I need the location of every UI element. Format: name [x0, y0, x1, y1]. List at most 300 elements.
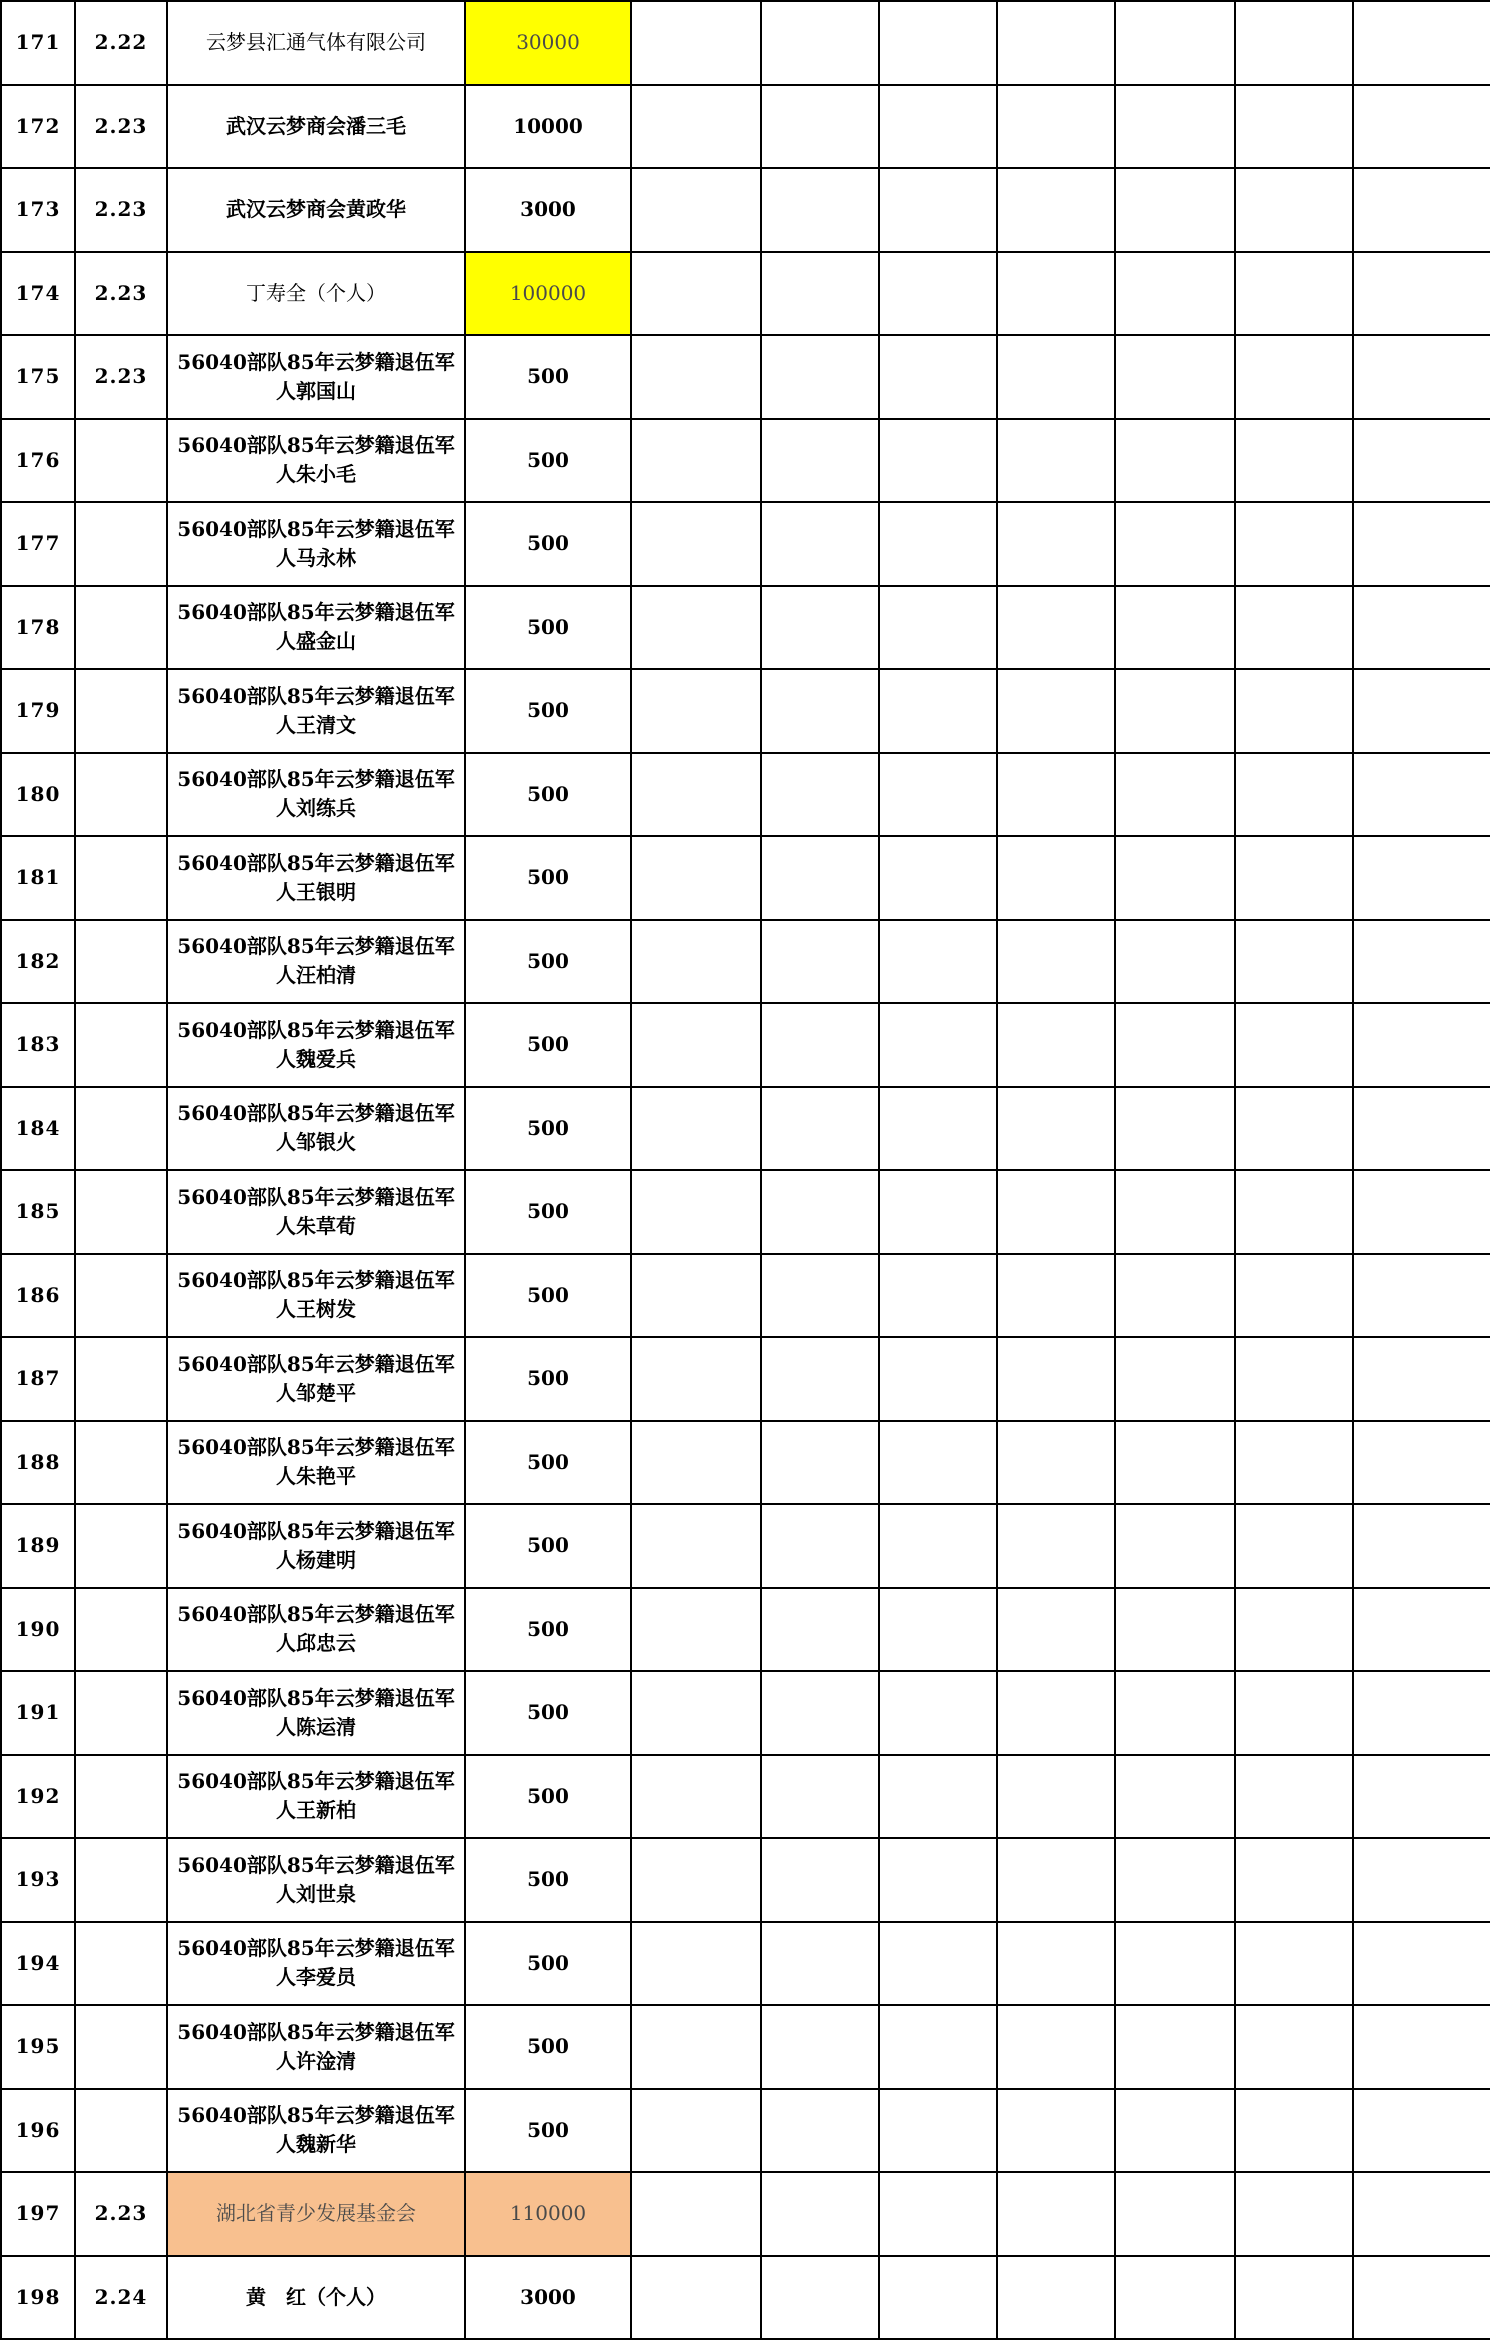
empty-cell[interactable]: [1235, 669, 1353, 753]
empty-cell[interactable]: [879, 1254, 997, 1338]
amount-cell[interactable]: 500: [465, 920, 631, 1004]
empty-cell[interactable]: [997, 753, 1115, 837]
empty-cell[interactable]: [1235, 1337, 1353, 1421]
empty-cell[interactable]: [1115, 1671, 1235, 1755]
empty-cell[interactable]: [1115, 419, 1235, 503]
amount-cell[interactable]: 500: [465, 836, 631, 920]
empty-cell[interactable]: [761, 2005, 879, 2089]
empty-cell[interactable]: [1235, 2172, 1353, 2256]
empty-cell[interactable]: [1235, 836, 1353, 920]
empty-cell[interactable]: [879, 1922, 997, 2006]
empty-cell[interactable]: [997, 1254, 1115, 1338]
amount-cell[interactable]: 500: [465, 1922, 631, 2006]
empty-cell[interactable]: [631, 1922, 761, 2006]
empty-cell[interactable]: [997, 1003, 1115, 1087]
amount-cell[interactable]: 500: [465, 1838, 631, 1922]
empty-cell[interactable]: [1235, 920, 1353, 1004]
empty-cell[interactable]: [879, 1170, 997, 1254]
empty-cell[interactable]: [879, 1838, 997, 1922]
empty-cell[interactable]: [1235, 1421, 1353, 1505]
donor-name-cell[interactable]: 56040部队85年云梦籍退伍军人许淦清: [167, 2005, 465, 2089]
empty-cell[interactable]: [1235, 1170, 1353, 1254]
empty-cell[interactable]: [997, 335, 1115, 419]
donor-name-cell[interactable]: 56040部队85年云梦籍退伍军人魏爱兵: [167, 1003, 465, 1087]
date-cell[interactable]: [75, 1588, 167, 1672]
empty-cell[interactable]: [1353, 669, 1490, 753]
empty-cell[interactable]: [1353, 1337, 1490, 1421]
empty-cell[interactable]: [879, 753, 997, 837]
amount-cell[interactable]: 110000: [465, 2172, 631, 2256]
empty-cell[interactable]: [761, 669, 879, 753]
empty-cell[interactable]: [879, 2256, 997, 2340]
empty-cell[interactable]: [879, 502, 997, 586]
empty-cell[interactable]: [1353, 1254, 1490, 1338]
empty-cell[interactable]: [761, 1170, 879, 1254]
empty-cell[interactable]: [997, 1671, 1115, 1755]
empty-cell[interactable]: [997, 2256, 1115, 2340]
empty-cell[interactable]: [879, 669, 997, 753]
empty-cell[interactable]: [1235, 2089, 1353, 2173]
empty-cell[interactable]: [1115, 1, 1235, 85]
date-cell[interactable]: [75, 1087, 167, 1171]
empty-cell[interactable]: [997, 502, 1115, 586]
amount-cell[interactable]: 30000: [465, 1, 631, 85]
empty-cell[interactable]: [1235, 419, 1353, 503]
row-number-cell[interactable]: 187: [1, 1337, 75, 1421]
empty-cell[interactable]: [1115, 920, 1235, 1004]
empty-cell[interactable]: [631, 2005, 761, 2089]
empty-cell[interactable]: [761, 753, 879, 837]
donor-name-cell[interactable]: 56040部队85年云梦籍退伍军人郭国山: [167, 335, 465, 419]
empty-cell[interactable]: [1353, 1504, 1490, 1588]
empty-cell[interactable]: [879, 586, 997, 670]
empty-cell[interactable]: [997, 669, 1115, 753]
empty-cell[interactable]: [631, 836, 761, 920]
amount-cell[interactable]: 500: [465, 1421, 631, 1505]
empty-cell[interactable]: [1353, 2089, 1490, 2173]
empty-cell[interactable]: [631, 1, 761, 85]
empty-cell[interactable]: [1115, 1337, 1235, 1421]
empty-cell[interactable]: [1353, 586, 1490, 670]
empty-cell[interactable]: [1353, 1588, 1490, 1672]
empty-cell[interactable]: [1353, 1087, 1490, 1171]
empty-cell[interactable]: [1115, 669, 1235, 753]
empty-cell[interactable]: [997, 1087, 1115, 1171]
row-number-cell[interactable]: 197: [1, 2172, 75, 2256]
date-cell[interactable]: 2.24: [75, 2256, 167, 2340]
donor-name-cell[interactable]: 56040部队85年云梦籍退伍军人陈运清: [167, 1671, 465, 1755]
row-number-cell[interactable]: 180: [1, 753, 75, 837]
date-cell[interactable]: [75, 753, 167, 837]
empty-cell[interactable]: [879, 1421, 997, 1505]
empty-cell[interactable]: [761, 1087, 879, 1171]
row-number-cell[interactable]: 185: [1, 1170, 75, 1254]
amount-cell[interactable]: 10000: [465, 85, 631, 169]
empty-cell[interactable]: [1115, 2089, 1235, 2173]
date-cell[interactable]: [75, 2005, 167, 2089]
row-number-cell[interactable]: 172: [1, 85, 75, 169]
donor-name-cell[interactable]: 56040部队85年云梦籍退伍军人朱艳平: [167, 1421, 465, 1505]
date-cell[interactable]: [75, 1504, 167, 1588]
empty-cell[interactable]: [761, 920, 879, 1004]
empty-cell[interactable]: [1115, 1087, 1235, 1171]
empty-cell[interactable]: [1235, 1588, 1353, 1672]
row-number-cell[interactable]: 183: [1, 1003, 75, 1087]
empty-cell[interactable]: [997, 1421, 1115, 1505]
date-cell[interactable]: [75, 1755, 167, 1839]
donor-name-cell[interactable]: 56040部队85年云梦籍退伍军人朱小毛: [167, 419, 465, 503]
empty-cell[interactable]: [997, 168, 1115, 252]
donor-name-cell[interactable]: 56040部队85年云梦籍退伍军人邹银火: [167, 1087, 465, 1171]
date-cell[interactable]: [75, 1421, 167, 1505]
empty-cell[interactable]: [761, 2256, 879, 2340]
empty-cell[interactable]: [879, 1003, 997, 1087]
empty-cell[interactable]: [1353, 1, 1490, 85]
row-number-cell[interactable]: 196: [1, 2089, 75, 2173]
empty-cell[interactable]: [1115, 2256, 1235, 2340]
row-number-cell[interactable]: 179: [1, 669, 75, 753]
empty-cell[interactable]: [761, 1922, 879, 2006]
empty-cell[interactable]: [1235, 2005, 1353, 2089]
empty-cell[interactable]: [879, 419, 997, 503]
empty-cell[interactable]: [631, 1755, 761, 1839]
empty-cell[interactable]: [761, 2089, 879, 2173]
row-number-cell[interactable]: 175: [1, 335, 75, 419]
amount-cell[interactable]: 500: [465, 502, 631, 586]
amount-cell[interactable]: 500: [465, 669, 631, 753]
donor-name-cell[interactable]: 武汉云梦商会黄政华: [167, 168, 465, 252]
empty-cell[interactable]: [631, 669, 761, 753]
empty-cell[interactable]: [761, 168, 879, 252]
donor-name-cell[interactable]: 56040部队85年云梦籍退伍军人邹楚平: [167, 1337, 465, 1421]
empty-cell[interactable]: [631, 419, 761, 503]
donor-name-cell[interactable]: 56040部队85年云梦籍退伍军人邱忠云: [167, 1588, 465, 1672]
empty-cell[interactable]: [1235, 502, 1353, 586]
row-number-cell[interactable]: 182: [1, 920, 75, 1004]
empty-cell[interactable]: [1115, 586, 1235, 670]
row-number-cell[interactable]: 173: [1, 168, 75, 252]
empty-cell[interactable]: [1235, 1254, 1353, 1338]
empty-cell[interactable]: [997, 1838, 1115, 1922]
empty-cell[interactable]: [761, 1504, 879, 1588]
date-cell[interactable]: [75, 1337, 167, 1421]
empty-cell[interactable]: [1235, 1, 1353, 85]
empty-cell[interactable]: [761, 1, 879, 85]
empty-cell[interactable]: [1235, 168, 1353, 252]
empty-cell[interactable]: [631, 1504, 761, 1588]
donor-name-cell[interactable]: 云梦县汇通气体有限公司: [167, 1, 465, 85]
row-number-cell[interactable]: 176: [1, 419, 75, 503]
empty-cell[interactable]: [1235, 1087, 1353, 1171]
empty-cell[interactable]: [879, 920, 997, 1004]
date-cell[interactable]: [75, 1003, 167, 1087]
empty-cell[interactable]: [1115, 1504, 1235, 1588]
empty-cell[interactable]: [997, 1588, 1115, 1672]
date-cell[interactable]: 2.23: [75, 252, 167, 336]
amount-cell[interactable]: 500: [465, 753, 631, 837]
row-number-cell[interactable]: 191: [1, 1671, 75, 1755]
empty-cell[interactable]: [1115, 252, 1235, 336]
empty-cell[interactable]: [879, 1755, 997, 1839]
empty-cell[interactable]: [631, 502, 761, 586]
amount-cell[interactable]: 500: [465, 335, 631, 419]
row-number-cell[interactable]: 177: [1, 502, 75, 586]
donor-name-cell[interactable]: 56040部队85年云梦籍退伍军人汪柏清: [167, 920, 465, 1004]
donor-name-cell[interactable]: 56040部队85年云梦籍退伍军人王新柏: [167, 1755, 465, 1839]
donor-name-cell[interactable]: 武汉云梦商会潘三毛: [167, 85, 465, 169]
empty-cell[interactable]: [879, 1504, 997, 1588]
row-number-cell[interactable]: 194: [1, 1922, 75, 2006]
empty-cell[interactable]: [1115, 753, 1235, 837]
row-number-cell[interactable]: 178: [1, 586, 75, 670]
empty-cell[interactable]: [631, 85, 761, 169]
empty-cell[interactable]: [1115, 502, 1235, 586]
empty-cell[interactable]: [761, 335, 879, 419]
empty-cell[interactable]: [761, 1755, 879, 1839]
empty-cell[interactable]: [631, 2172, 761, 2256]
empty-cell[interactable]: [761, 1003, 879, 1087]
empty-cell[interactable]: [997, 1504, 1115, 1588]
donor-name-cell[interactable]: 56040部队85年云梦籍退伍军人王银明: [167, 836, 465, 920]
row-number-cell[interactable]: 174: [1, 252, 75, 336]
empty-cell[interactable]: [879, 2172, 997, 2256]
empty-cell[interactable]: [1115, 335, 1235, 419]
empty-cell[interactable]: [1235, 1504, 1353, 1588]
donor-name-cell[interactable]: 黄 红（个人）: [167, 2256, 465, 2340]
empty-cell[interactable]: [1235, 1838, 1353, 1922]
row-number-cell[interactable]: 195: [1, 2005, 75, 2089]
empty-cell[interactable]: [997, 85, 1115, 169]
empty-cell[interactable]: [761, 1838, 879, 1922]
empty-cell[interactable]: [1353, 502, 1490, 586]
row-number-cell[interactable]: 171: [1, 1, 75, 85]
empty-cell[interactable]: [631, 168, 761, 252]
empty-cell[interactable]: [879, 168, 997, 252]
empty-cell[interactable]: [997, 2089, 1115, 2173]
empty-cell[interactable]: [1235, 2256, 1353, 2340]
empty-cell[interactable]: [761, 1588, 879, 1672]
date-cell[interactable]: [75, 836, 167, 920]
amount-cell[interactable]: 3000: [465, 168, 631, 252]
empty-cell[interactable]: [631, 1588, 761, 1672]
empty-cell[interactable]: [761, 1337, 879, 1421]
empty-cell[interactable]: [1115, 1254, 1235, 1338]
amount-cell[interactable]: 500: [465, 1170, 631, 1254]
date-cell[interactable]: 2.23: [75, 335, 167, 419]
empty-cell[interactable]: [879, 252, 997, 336]
empty-cell[interactable]: [761, 1254, 879, 1338]
empty-cell[interactable]: [1115, 85, 1235, 169]
row-number-cell[interactable]: 181: [1, 836, 75, 920]
date-cell[interactable]: 2.22: [75, 1, 167, 85]
empty-cell[interactable]: [997, 419, 1115, 503]
empty-cell[interactable]: [761, 85, 879, 169]
empty-cell[interactable]: [631, 1254, 761, 1338]
date-cell[interactable]: [75, 502, 167, 586]
empty-cell[interactable]: [997, 2005, 1115, 2089]
empty-cell[interactable]: [1115, 2172, 1235, 2256]
empty-cell[interactable]: [879, 2089, 997, 2173]
empty-cell[interactable]: [1353, 168, 1490, 252]
date-cell[interactable]: [75, 586, 167, 670]
donor-name-cell[interactable]: 56040部队85年云梦籍退伍军人刘世泉: [167, 1838, 465, 1922]
empty-cell[interactable]: [879, 85, 997, 169]
empty-cell[interactable]: [1353, 1755, 1490, 1839]
date-cell[interactable]: [75, 1838, 167, 1922]
donor-name-cell[interactable]: 56040部队85年云梦籍退伍军人刘练兵: [167, 753, 465, 837]
empty-cell[interactable]: [879, 1588, 997, 1672]
donor-name-cell[interactable]: 56040部队85年云梦籍退伍军人马永林: [167, 502, 465, 586]
date-cell[interactable]: [75, 419, 167, 503]
empty-cell[interactable]: [631, 753, 761, 837]
empty-cell[interactable]: [631, 1421, 761, 1505]
empty-cell[interactable]: [761, 419, 879, 503]
empty-cell[interactable]: [1353, 836, 1490, 920]
empty-cell[interactable]: [631, 1170, 761, 1254]
empty-cell[interactable]: [1353, 1671, 1490, 1755]
date-cell[interactable]: [75, 1170, 167, 1254]
empty-cell[interactable]: [879, 1087, 997, 1171]
empty-cell[interactable]: [1353, 419, 1490, 503]
empty-cell[interactable]: [997, 252, 1115, 336]
empty-cell[interactable]: [997, 1, 1115, 85]
empty-cell[interactable]: [1115, 1421, 1235, 1505]
donor-name-cell[interactable]: 湖北省青少发展基金会: [167, 2172, 465, 2256]
date-cell[interactable]: [75, 1922, 167, 2006]
empty-cell[interactable]: [761, 836, 879, 920]
row-number-cell[interactable]: 188: [1, 1421, 75, 1505]
empty-cell[interactable]: [879, 1, 997, 85]
row-number-cell[interactable]: 198: [1, 2256, 75, 2340]
empty-cell[interactable]: [879, 1337, 997, 1421]
empty-cell[interactable]: [1235, 335, 1353, 419]
empty-cell[interactable]: [631, 2089, 761, 2173]
empty-cell[interactable]: [1115, 168, 1235, 252]
amount-cell[interactable]: 500: [465, 1337, 631, 1421]
empty-cell[interactable]: [631, 1671, 761, 1755]
row-number-cell[interactable]: 190: [1, 1588, 75, 1672]
donor-name-cell[interactable]: 丁寿全（个人）: [167, 252, 465, 336]
donor-name-cell[interactable]: 56040部队85年云梦籍退伍军人盛金山: [167, 586, 465, 670]
empty-cell[interactable]: [1235, 1922, 1353, 2006]
donor-name-cell[interactable]: 56040部队85年云梦籍退伍军人王树发: [167, 1254, 465, 1338]
empty-cell[interactable]: [1353, 2172, 1490, 2256]
empty-cell[interactable]: [1235, 753, 1353, 837]
empty-cell[interactable]: [879, 335, 997, 419]
amount-cell[interactable]: 500: [465, 586, 631, 670]
donor-name-cell[interactable]: 56040部队85年云梦籍退伍军人朱草荀: [167, 1170, 465, 1254]
donor-name-cell[interactable]: 56040部队85年云梦籍退伍军人李爱员: [167, 1922, 465, 2006]
empty-cell[interactable]: [631, 1003, 761, 1087]
empty-cell[interactable]: [1115, 2005, 1235, 2089]
empty-cell[interactable]: [761, 502, 879, 586]
empty-cell[interactable]: [1115, 1922, 1235, 2006]
empty-cell[interactable]: [879, 2005, 997, 2089]
empty-cell[interactable]: [631, 1838, 761, 1922]
amount-cell[interactable]: 3000: [465, 2256, 631, 2340]
empty-cell[interactable]: [1353, 335, 1490, 419]
empty-cell[interactable]: [1353, 85, 1490, 169]
empty-cell[interactable]: [1115, 1003, 1235, 1087]
date-cell[interactable]: [75, 2089, 167, 2173]
empty-cell[interactable]: [1115, 1170, 1235, 1254]
empty-cell[interactable]: [1353, 2005, 1490, 2089]
empty-cell[interactable]: [1115, 1755, 1235, 1839]
empty-cell[interactable]: [631, 335, 761, 419]
empty-cell[interactable]: [1235, 1003, 1353, 1087]
amount-cell[interactable]: 500: [465, 1588, 631, 1672]
amount-cell[interactable]: 500: [465, 1504, 631, 1588]
empty-cell[interactable]: [761, 1421, 879, 1505]
amount-cell[interactable]: 500: [465, 1003, 631, 1087]
amount-cell[interactable]: 500: [465, 2089, 631, 2173]
empty-cell[interactable]: [1353, 2256, 1490, 2340]
donor-name-cell[interactable]: 56040部队85年云梦籍退伍军人魏新华: [167, 2089, 465, 2173]
empty-cell[interactable]: [1353, 1170, 1490, 1254]
date-cell[interactable]: 2.23: [75, 2172, 167, 2256]
empty-cell[interactable]: [1235, 252, 1353, 336]
empty-cell[interactable]: [997, 1337, 1115, 1421]
date-cell[interactable]: [75, 920, 167, 1004]
amount-cell[interactable]: 500: [465, 1755, 631, 1839]
empty-cell[interactable]: [631, 920, 761, 1004]
empty-cell[interactable]: [631, 586, 761, 670]
amount-cell[interactable]: 500: [465, 1671, 631, 1755]
row-number-cell[interactable]: 192: [1, 1755, 75, 1839]
empty-cell[interactable]: [997, 2172, 1115, 2256]
empty-cell[interactable]: [997, 1755, 1115, 1839]
empty-cell[interactable]: [631, 1337, 761, 1421]
empty-cell[interactable]: [1235, 1755, 1353, 1839]
empty-cell[interactable]: [879, 836, 997, 920]
empty-cell[interactable]: [1353, 1922, 1490, 2006]
amount-cell[interactable]: 500: [465, 419, 631, 503]
empty-cell[interactable]: [1353, 252, 1490, 336]
row-number-cell[interactable]: 189: [1, 1504, 75, 1588]
empty-cell[interactable]: [997, 1922, 1115, 2006]
empty-cell[interactable]: [1353, 1003, 1490, 1087]
empty-cell[interactable]: [1235, 1671, 1353, 1755]
row-number-cell[interactable]: 186: [1, 1254, 75, 1338]
amount-cell[interactable]: 100000: [465, 252, 631, 336]
date-cell[interactable]: [75, 1254, 167, 1338]
donor-name-cell[interactable]: 56040部队85年云梦籍退伍军人王清文: [167, 669, 465, 753]
date-cell[interactable]: [75, 669, 167, 753]
date-cell[interactable]: 2.23: [75, 168, 167, 252]
empty-cell[interactable]: [631, 252, 761, 336]
empty-cell[interactable]: [997, 920, 1115, 1004]
amount-cell[interactable]: 500: [465, 1087, 631, 1171]
date-cell[interactable]: [75, 1671, 167, 1755]
empty-cell[interactable]: [1353, 1421, 1490, 1505]
row-number-cell[interactable]: 184: [1, 1087, 75, 1171]
row-number-cell[interactable]: 193: [1, 1838, 75, 1922]
empty-cell[interactable]: [761, 1671, 879, 1755]
amount-cell[interactable]: 500: [465, 2005, 631, 2089]
empty-cell[interactable]: [761, 2172, 879, 2256]
date-cell[interactable]: 2.23: [75, 85, 167, 169]
amount-cell[interactable]: 500: [465, 1254, 631, 1338]
empty-cell[interactable]: [1353, 1838, 1490, 1922]
empty-cell[interactable]: [1115, 1588, 1235, 1672]
empty-cell[interactable]: [761, 586, 879, 670]
empty-cell[interactable]: [1235, 85, 1353, 169]
empty-cell[interactable]: [879, 1671, 997, 1755]
empty-cell[interactable]: [1353, 920, 1490, 1004]
empty-cell[interactable]: [997, 836, 1115, 920]
empty-cell[interactable]: [997, 1170, 1115, 1254]
empty-cell[interactable]: [761, 252, 879, 336]
